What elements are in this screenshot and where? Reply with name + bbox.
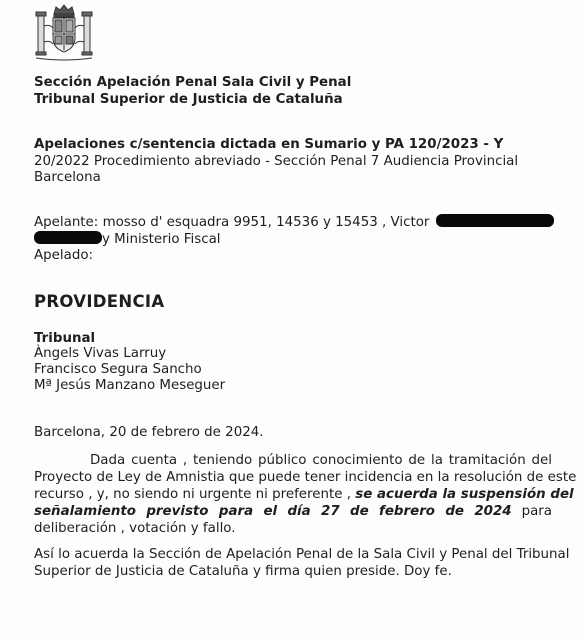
tribunal-member: Mª Jesús Manzano Meseguer — [34, 378, 226, 393]
document-title: PROVIDENCIA — [34, 292, 165, 311]
redaction-bar — [34, 231, 102, 244]
case-reference-city: Barcelona — [34, 170, 101, 185]
coat-of-arms-emblem — [32, 2, 96, 64]
tribunal-member: Àngels Vivas Larruy — [34, 346, 167, 361]
body-line: Dada cuenta , teniendo público conocimiento de la tramitación del — [90, 453, 552, 468]
emphasis-text: se acuerda la suspensión del — [355, 487, 574, 502]
court-section-name: Sección Apelación Penal Sala Civil y Penal — [34, 75, 352, 90]
case-reference-title: Apelaciones c/sentencia dictada en Sumario y PA 120/2023 - Y — [34, 137, 504, 152]
date-line: Barcelona, 20 de febrero de 2024. — [34, 425, 264, 440]
case-reference-detail: 20/2022 Procedimiento abreviado - Sección Penal 7 Audiencia Provincial — [34, 154, 519, 169]
emphasis-text: señalamiento previsto para el día 27 de febrero de 2024 — [34, 504, 512, 519]
appellant-line — [34, 214, 554, 231]
body-line: Así lo acuerda la Sección de Apelación Penal de la Sala Civil y Penal del Tribunal — [34, 547, 570, 562]
body-line — [34, 503, 552, 520]
body-line: Proyecto de Ley de Amnistia que puede tener incidencia en la resolución de este — [34, 470, 577, 485]
body-paragraph — [34, 452, 577, 537]
body-line: Superior de Justicia de Cataluña y firma quien preside. Doy fe. — [34, 564, 452, 579]
court-name: Tribunal Superior de Justicia de Cataluña — [34, 92, 343, 107]
body-text: recurso , y, no siendo ni urgente ni preferente , — [34, 487, 351, 502]
closing-paragraph — [34, 546, 570, 580]
tribunal-member: Francisco Segura Sancho — [34, 362, 202, 377]
body-line: deliberación , votación y fallo. — [34, 521, 236, 536]
body-line — [34, 486, 574, 503]
body-text: para — [521, 504, 552, 519]
tribunal-label: Tribunal — [34, 331, 96, 346]
appellant-text: Apelante: mosso d' esquadra 9951, 14536 y 15453 , Victor — [34, 215, 430, 230]
appellant-line-continued — [34, 231, 221, 248]
redaction-bar — [436, 214, 554, 227]
appellant-text-continued: y Ministerio Fiscal — [102, 232, 221, 247]
appellee-line: Apelado: — [34, 248, 94, 263]
